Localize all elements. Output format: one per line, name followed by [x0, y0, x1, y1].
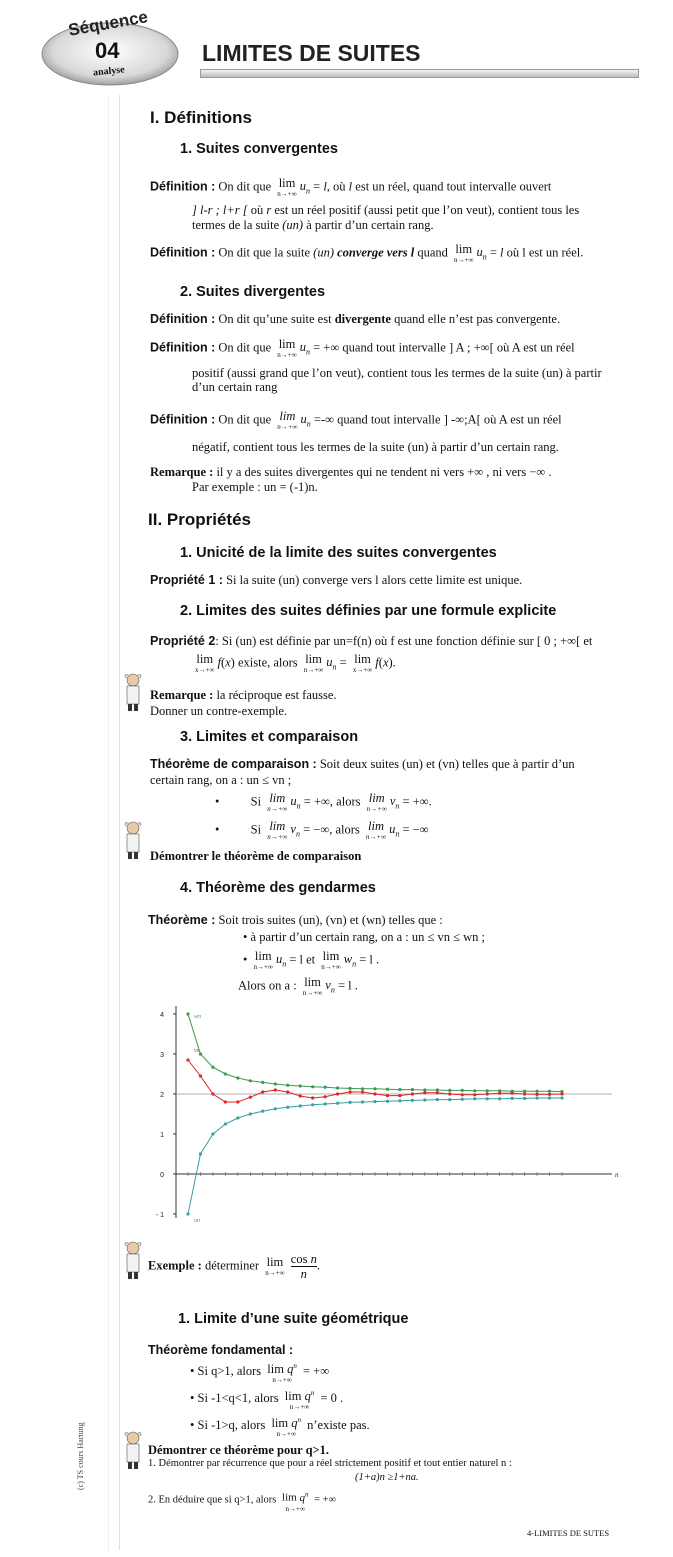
series-point-vn	[411, 1092, 414, 1095]
definition-line	[192, 218, 434, 232]
series-point-vn	[324, 1095, 327, 1098]
text: = +∞, alors	[303, 794, 361, 809]
series-point-wn	[473, 1089, 476, 1092]
text: converge vers l	[337, 245, 415, 260]
property	[150, 573, 522, 587]
text: Alors on a :	[238, 978, 297, 993]
series-point-wn	[224, 1072, 227, 1075]
series-point-vn	[361, 1090, 364, 1093]
series-point-un	[448, 1098, 451, 1101]
series-point-wn	[423, 1088, 426, 1091]
exercise-step: 2. En déduire que si q>1, alors $\lim q^n$ n→+∞ = +∞	[148, 1490, 337, 1513]
subsection-title: 1. Unicité de la limite des suites convergentes	[180, 545, 497, 561]
subsection-title: 2. Limites des suites définies par une formule explicite	[180, 603, 557, 619]
series-point-un	[560, 1096, 563, 1099]
series-label-vn: vn	[194, 1048, 200, 1054]
series-point-wn	[274, 1082, 277, 1085]
bullet-item: • lim n→+∞ $u_n = l$ et lim n→+∞ $w_n = l$ .	[243, 949, 380, 971]
text: Si	[250, 822, 262, 837]
text: est un réel positif (aussi petit que l’on veut), contient tous les	[274, 203, 580, 217]
definition-line: d’un certain rang	[192, 380, 278, 394]
theorem	[150, 757, 575, 771]
series-point-vn	[348, 1090, 351, 1093]
definition: Définition : On dit que lim n→+∞ $u_n$ =-∞ quand tout intervalle ] -∞;A[ où A est un réel	[150, 409, 562, 431]
text: Si -1<q<1, alors	[197, 1390, 279, 1405]
text: : Si (un) est définie par un=f(n) où f est une fonction définie sur [ 0 ; +∞[ et	[215, 634, 593, 648]
series-point-un	[486, 1097, 489, 1100]
series-point-wn	[461, 1089, 464, 1092]
series-point-un	[423, 1098, 426, 1101]
series-label-wn: wn	[194, 1014, 202, 1020]
series-point-vn	[535, 1093, 538, 1096]
page-footer: 4-LIMITES DE SUTES	[527, 1528, 610, 1538]
text: quand tout intervalle ] -∞;A[ où A est un réel	[337, 412, 562, 427]
text: On dit qu’une suite est	[218, 312, 332, 326]
series-point-wn	[324, 1086, 327, 1089]
series-point-vn	[249, 1096, 252, 1099]
text: 2. En déduire que si q>1, alors	[148, 1494, 277, 1506]
text: Soit deux suites (un) et (vn) telles que à partir d’un	[319, 757, 575, 771]
theorem-label: Théorème :	[148, 913, 216, 927]
text: = −∞	[402, 822, 429, 837]
text: à partir d’un certain rang, on a : un ≤ vn ≤ wn ;	[250, 930, 486, 944]
definition: Définition : On dit que la suite (un) converge vers l quand lim n→+∞ $u_n = l$ où l est un réel.	[150, 242, 584, 264]
text: Si	[250, 794, 262, 809]
text: = +∞	[314, 1494, 337, 1506]
text: Soit trois suites (un), (vn) et (wn) telles que :	[218, 913, 443, 927]
series-point-wn	[211, 1066, 214, 1069]
y-tick-label: 1	[160, 1132, 164, 1139]
series-point-vn	[386, 1094, 389, 1097]
squeeze-chart	[140, 1000, 630, 1225]
series-point-wn	[436, 1088, 439, 1091]
text: (un)	[313, 245, 334, 260]
definition-line: positif (aussi grand que l’on veut), contient tous les termes de la suite (un) à partir	[192, 366, 602, 380]
text: où l est un réel.	[506, 245, 584, 260]
series-point-wn	[249, 1079, 252, 1082]
y-tick-label: 4	[160, 1012, 164, 1019]
subsection-title: 1. Limite d’une suite géométrique	[178, 1311, 409, 1327]
text: On dit que la suite	[218, 245, 311, 260]
text: = l .	[337, 978, 358, 993]
y-tick-label: 3	[160, 1052, 164, 1059]
series-point-vn	[461, 1093, 464, 1096]
text: On dit que	[218, 412, 272, 427]
theorem-label: Théorème fondamental :	[148, 1343, 294, 1357]
property-line: lim x→+∞ f(x) existe, alors lim n→+∞ $u_n$ = lim x→+∞ f(x).	[195, 652, 396, 674]
series-point-un	[224, 1122, 227, 1125]
exercise-title: Démontrer ce théorème pour q>1.	[148, 1443, 330, 1457]
margin-rule	[119, 95, 120, 1550]
series-point-wn	[186, 1012, 189, 1015]
series-point-vn	[211, 1092, 214, 1095]
series-point-un	[299, 1104, 302, 1107]
title-rule	[200, 69, 639, 78]
series-line-un	[188, 1098, 562, 1214]
definition: Définition : On dit que lim n→+∞ $u_n$ = +∞ quand tout intervalle ] A ; +∞[ où A est un réel	[150, 337, 575, 359]
property	[150, 634, 592, 648]
text: à partir d’un certain rang.	[306, 218, 434, 232]
professor-icon	[121, 1430, 145, 1470]
bullet-item: • Si -1>q, alors $\lim q^n$ n→+∞ n’existe pas.	[190, 1416, 370, 1439]
series-point-wn	[236, 1076, 239, 1079]
series-point-un	[436, 1098, 439, 1101]
series-point-un	[411, 1099, 414, 1102]
remark-line: Donner un contre-exemple.	[150, 704, 288, 718]
bullet-item: • Si lim n→+∞ $u_n$ = +∞, alors lim n→+∞ $v_n$ = +∞.	[215, 791, 432, 813]
series-point-vn	[236, 1100, 239, 1103]
series-point-wn	[261, 1081, 264, 1084]
theorem-conclusion: Alors on a : lim n→+∞ $v_n = l$ .	[238, 975, 358, 997]
section-title: I. Définitions	[150, 108, 252, 127]
series-point-wn	[336, 1086, 339, 1089]
series-point-un	[249, 1112, 252, 1115]
subsection-title: 2. Suites divergentes	[180, 284, 326, 300]
series-point-vn	[523, 1092, 526, 1095]
series-point-vn	[511, 1092, 514, 1095]
text: existe, alors	[237, 655, 298, 670]
definition-label: Définition :	[150, 312, 216, 326]
series-point-un	[473, 1097, 476, 1100]
series-point-un	[535, 1096, 538, 1099]
text: est un réel, quand tout intervalle ouvert	[355, 179, 552, 194]
text: = +∞	[302, 1363, 330, 1378]
bullet-item: • Si q>1, alors $\lim q^n$ n→+∞ = +∞	[190, 1362, 330, 1385]
series-point-un	[261, 1110, 264, 1113]
series-point-wn	[411, 1088, 414, 1091]
series-point-wn	[398, 1088, 401, 1091]
series-point-vn	[473, 1093, 476, 1096]
exercise-title: Démontrer le théorème de comparaison	[150, 849, 362, 863]
series-point-wn	[286, 1084, 289, 1087]
series-point-wn	[311, 1085, 314, 1088]
text: = l .	[359, 952, 380, 967]
series-point-un	[511, 1097, 514, 1100]
property-label: Propriété 2	[150, 634, 216, 648]
series-point-wn	[373, 1087, 376, 1090]
series-point-un	[398, 1099, 401, 1102]
remark-label: Remarque :	[150, 465, 214, 479]
text: On dit que	[218, 340, 272, 355]
badge-bottom: analyse	[92, 64, 126, 79]
theorem	[148, 913, 443, 927]
text: quand tout intervalle ] A ; +∞[ où A est un réel	[342, 340, 575, 355]
series-point-vn	[498, 1092, 501, 1095]
interval: ] l-r ; l+r [	[192, 203, 248, 217]
series-point-vn	[436, 1091, 439, 1094]
definition	[150, 312, 560, 326]
series-point-un	[186, 1212, 189, 1215]
series-point-un	[336, 1102, 339, 1105]
series-point-un	[386, 1100, 389, 1103]
series-point-vn	[299, 1094, 302, 1097]
series-point-vn	[423, 1091, 426, 1094]
y-tick-label: - 1	[155, 1212, 164, 1219]
y-tick-label: 2	[160, 1092, 164, 1099]
bullet-item: • à partir d’un certain rang, on a : un ≤ vn ≤ wn ;	[243, 930, 486, 944]
remark	[150, 465, 552, 479]
text: Si -1>q, alors	[197, 1417, 266, 1432]
text: divergente	[334, 312, 391, 326]
series-point-vn	[548, 1093, 551, 1096]
series-point-un	[498, 1097, 501, 1100]
series-point-un	[236, 1116, 239, 1119]
series-point-wn	[299, 1084, 302, 1087]
series-point-un	[523, 1097, 526, 1100]
text: = −∞, alors	[303, 822, 360, 837]
series-point-wn	[535, 1090, 538, 1093]
series-point-un	[324, 1102, 327, 1105]
example: Exemple : déterminer lim n→+∞ $\frac{\text{cos n}}{n}$ .	[148, 1252, 320, 1281]
series-point-vn	[199, 1074, 202, 1077]
series-point-un	[199, 1152, 202, 1155]
text: il y a des suites divergentes qui ne tendent ni vers +∞ , ni vers −∞ .	[216, 465, 552, 479]
text: Si la suite (un) converge vers l alors cette limite est unique.	[226, 573, 523, 587]
exercise-step: 1. Démontrer par récurrence que pour a réel strictement positif et tout entier naturel n :	[148, 1458, 512, 1469]
text: , où	[326, 179, 346, 194]
section-title: II. Propriétés	[148, 510, 251, 529]
series-point-vn	[448, 1092, 451, 1095]
page-title: LIMITES DE SUITES	[202, 40, 421, 66]
series-point-wn	[486, 1089, 489, 1092]
series-point-vn	[486, 1092, 489, 1095]
subsection-title: 3. Limites et comparaison	[180, 729, 359, 745]
series-point-vn	[224, 1100, 227, 1103]
side-copyright: (c) TS cours Hartung	[76, 1422, 85, 1490]
series-point-vn	[261, 1090, 264, 1093]
series-point-un	[286, 1106, 289, 1109]
text: n’existe pas.	[307, 1417, 370, 1432]
text: quand elle n’est pas convergente.	[394, 312, 561, 326]
text: déterminer	[204, 1258, 260, 1273]
text: quand	[417, 245, 448, 260]
series-point-wn	[448, 1089, 451, 1092]
property-label: Propriété 1 :	[150, 573, 223, 587]
series-point-un	[361, 1100, 364, 1103]
series-point-wn	[361, 1087, 364, 1090]
subsection-title: 4. Théorème des gendarmes	[180, 880, 376, 896]
professor-icon	[121, 672, 145, 712]
series-label-un: un	[194, 1218, 200, 1224]
series-point-vn	[274, 1088, 277, 1091]
series-point-wn	[348, 1087, 351, 1090]
badge-number: 04	[95, 38, 120, 63]
series-line-vn	[188, 1060, 562, 1102]
series-point-vn	[311, 1096, 314, 1099]
definition-label: Définition :	[150, 412, 216, 427]
series-point-un	[311, 1103, 314, 1106]
professor-icon	[121, 1240, 145, 1280]
series-point-un	[548, 1096, 551, 1099]
series-point-vn	[560, 1092, 563, 1095]
text: On dit que	[218, 179, 272, 194]
series-point-vn	[186, 1058, 189, 1061]
series-line-wn	[188, 1014, 562, 1092]
series-point-wn	[523, 1090, 526, 1093]
remark-line: Par exemple : un = (-1)n.	[192, 480, 318, 494]
definition-line: négatif, contient tous les termes de la suite (un) à partir d’un certain rang.	[192, 440, 559, 454]
example-label: Exemple :	[148, 1258, 202, 1273]
text: = +∞.	[402, 794, 432, 809]
series-point-vn	[286, 1090, 289, 1093]
remark	[150, 688, 337, 702]
professor-icon	[121, 820, 145, 860]
series-point-un	[373, 1100, 376, 1103]
definition-line: ] l-r ; l+r [ où r est un réel positif (aussi petit que l’on veut), contient tous les	[192, 203, 580, 217]
series-point-vn	[373, 1092, 376, 1095]
text: termes de la suite	[192, 218, 280, 232]
series-point-un	[211, 1132, 214, 1135]
definition-label: Définition :	[150, 179, 216, 194]
text: la réciproque est fausse.	[216, 688, 337, 702]
series-point-wn	[386, 1088, 389, 1091]
series-point-vn	[336, 1092, 339, 1095]
bullet-item: • Si lim n→+∞ $v_n$ = −∞, alors lim n→+∞ $u_n$ = −∞	[215, 819, 429, 841]
series-point-un	[274, 1107, 277, 1110]
series-point-un	[461, 1098, 464, 1101]
x-axis-label: n	[615, 1171, 619, 1179]
remark-label: Remarque :	[150, 688, 214, 702]
text: = l et	[289, 952, 316, 967]
theorem-label: Théorème de comparaison :	[150, 757, 317, 771]
definition: Définition : On dit que lim n→+∞ $u_n = l$, où l est un réel, quand tout intervalle ouvert	[150, 176, 552, 198]
badge-top: Séquence	[66, 7, 150, 40]
text: = 0 .	[320, 1390, 344, 1405]
subsection-title: 1. Suites convergentes	[180, 141, 338, 157]
theorem-line: certain rang, on a : un ≤ vn ;	[150, 773, 292, 787]
series-point-vn	[398, 1094, 401, 1097]
bullet-item: • Si -1<q<1, alors $\lim q^n$ n→+∞ = 0 .	[190, 1389, 344, 1412]
definition-label: Définition :	[150, 245, 216, 260]
margin-rule	[108, 95, 109, 1550]
definition-label: Définition :	[150, 340, 216, 355]
text: Si q>1, alors	[197, 1363, 262, 1378]
text: où	[250, 203, 264, 217]
series-point-un	[348, 1101, 351, 1104]
series-point-wn	[548, 1090, 551, 1093]
text: (un)	[282, 218, 304, 232]
exercise-formula: (1+a)n ≥1+na.	[355, 1472, 419, 1483]
y-tick-label: 0	[160, 1172, 164, 1179]
